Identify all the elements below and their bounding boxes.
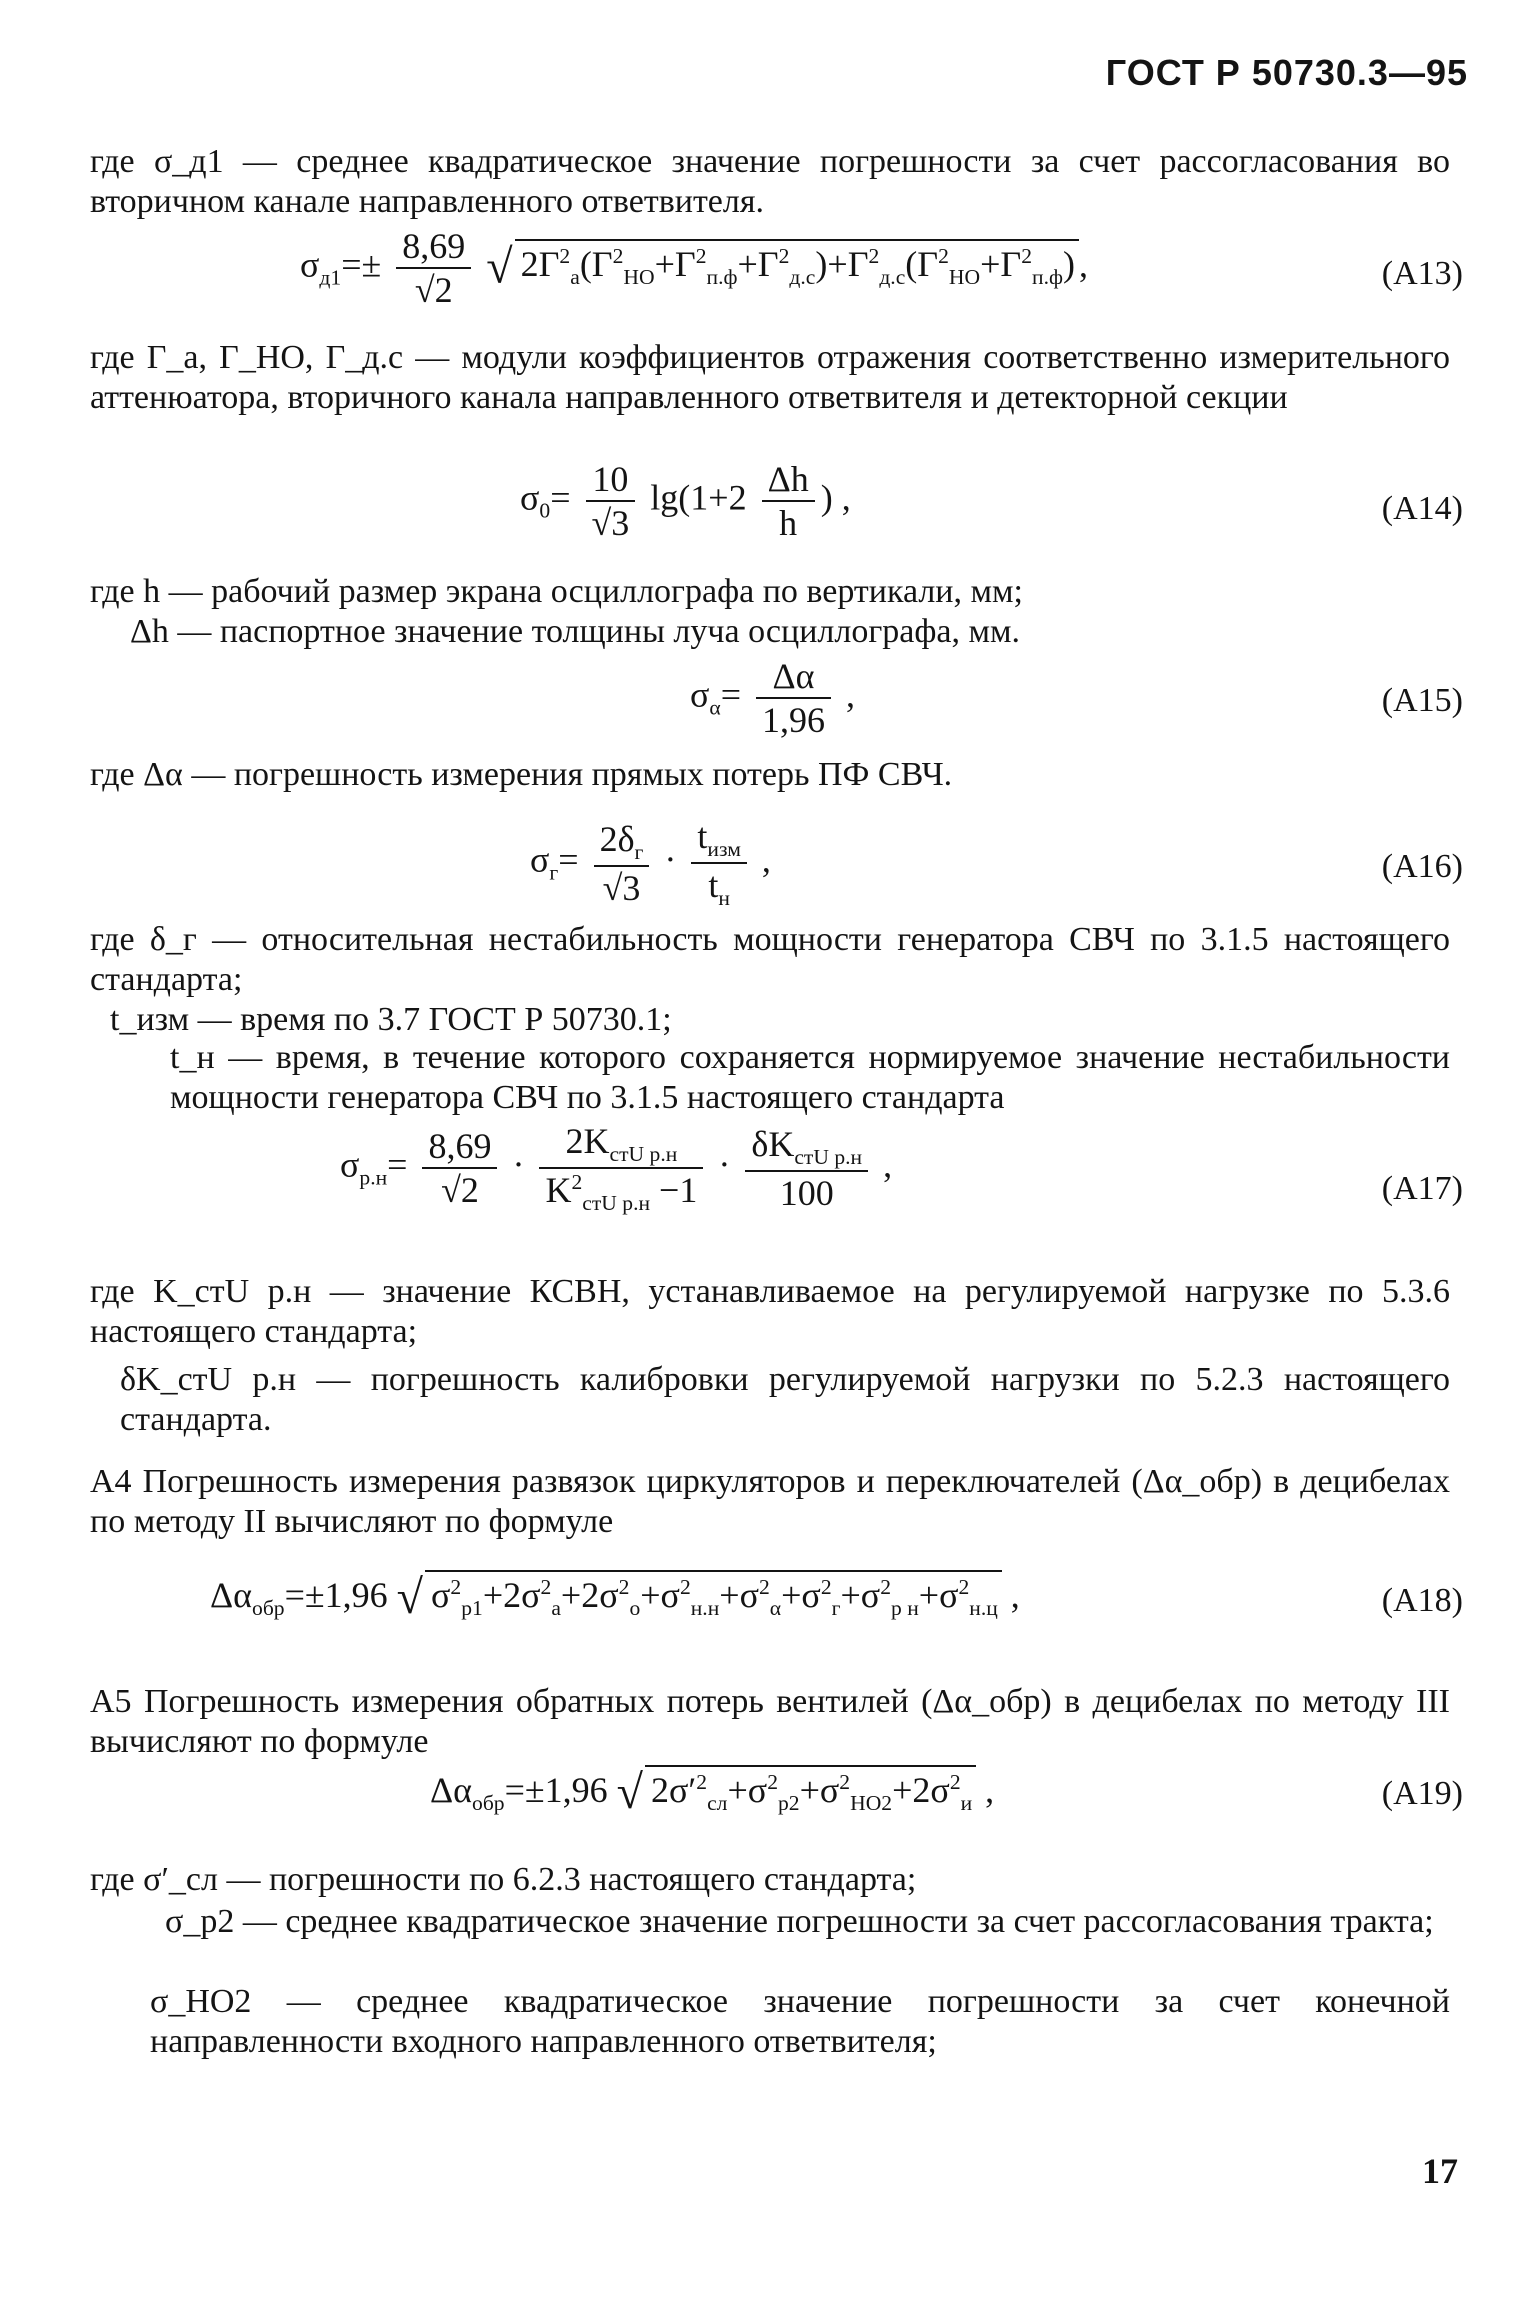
formula-a13: $\sigma_{д1}=\pm$ $\frac{8,69}{√2}$ √ $2Г^2_а(Г^2_{НО}+Г^2_{п.ф}+Г^2_{д.с})+Г^2_{д.с}(Г^2_{НО}+Г^2_{п.ф})$ , <box>300 226 1088 310</box>
definition-sigma-no2: σ_НО2 — среднее квадратическое значение погрешности за счет конечной направленности входного направленного ответвителя; <box>150 1983 1450 2060</box>
equation-label-a18: (А18) <box>1381 1582 1463 1619</box>
paragraph-sigma-d1: где σ_д1 — среднее квадратическое значение погрешности за счет рассогласования во вторичном канале направленного ответвителя. <box>90 143 1450 220</box>
equation-label-a19: (А19) <box>1381 1775 1463 1812</box>
formula-a16: $\sigma_г=$ $\frac{2\delta_г}{√3}$ · $\frac{t_{изм}}{t_н}$ , <box>530 816 771 911</box>
formula-a18: $\Delta\alpha_{обр}=\pm 1,96$ √ $\sigma^2_{р1}+2\sigma^2_а+2\sigma^2_о+\sigma^2_{н.н}+\sigma^2_\alpha+\sigma^2_г+\sigma^2_{р н}+\sigma^2_{н.ц}$ , <box>210 1571 1020 1624</box>
paragraph-a5: А5 Погрешность измерения обратных потерь вентилей (Δα_обр) в децибелах по методу III вычисляют по формуле <box>90 1683 1450 1760</box>
paragraph-gamma-defs: где Г_а, Г_НО, Г_д.с — модули коэффициентов отражения соответственно измерительного аттенюатора, вторичного канала направленного ответвителя и детекторной секции <box>90 339 1450 416</box>
page-number: 17 <box>1422 2151 1458 2191</box>
formula-a15: $\sigma_\alpha=$ $\frac{\Delta\alpha}{1,96}$ , <box>690 656 856 740</box>
document-header: ГОСТ Р 50730.3—95 <box>1105 52 1468 93</box>
definition-t-izm: t_изм — время по 3.7 ГОСТ Р 50730.1; <box>110 1001 672 1038</box>
formula-a19: $\Delta\alpha_{обр}=\pm 1,96$ √ $2\sigma'^2_{сл}+\sigma^2_{р2}+\sigma^2_{НО2}+2\sigma^2_и$ , <box>430 1766 995 1819</box>
equation-label-a15: (А15) <box>1381 682 1463 719</box>
definition-delta-alpha: где Δα — погрешность измерения прямых потерь ПФ СВЧ. <box>90 756 953 793</box>
equation-label-a14: (А14) <box>1381 490 1463 527</box>
definition-k-st: где K_стU р.н — значение КСВН, устанавливаемое на регулируемой нагрузке по 5.3.6 настоящего стандарта; <box>90 1273 1450 1350</box>
definition-sigma-p2: σ_р2 — среднее квадратическое значение погрешности за счет рассогласования тракта; <box>165 1903 1434 1940</box>
formula-a17: $\sigma_{р.н}=$ $\frac{8,69}{√2}$ · $\frac{2K_{стU р.н}}{K^2_{стU р.н} -1}$ · $\frac{\delta K_{стU р.н}}{100}$ , <box>340 1121 893 1216</box>
definition-sigma-sl: где σ′_сл — погрешности по 6.2.3 настоящего стандарта; <box>90 1861 917 1898</box>
paragraph-a4: А4 Погрешность измерения развязок циркуляторов и переключателей (Δα_обр) в децибелах по методу II вычисляют по формуле <box>90 1463 1450 1540</box>
definition-t-n: t_н — время, в течение которого сохраняется нормируемое значение нестабильности мощности генератора СВЧ по 3.1.5 настоящего стандарта <box>170 1039 1450 1116</box>
equation-label-a16: (А16) <box>1381 848 1463 885</box>
definition-delta-k-st: δK_стU р.н — погрешность калибровки регулируемой нагрузки по 5.2.3 настоящего стандарта. <box>120 1361 1450 1438</box>
formula-a14: $\sigma_0=$ $\frac{10}{√3}$ lg(1+2 $\frac{\Delta h}{h}$ ) , <box>520 459 851 543</box>
equation-label-a13: (А13) <box>1381 255 1463 292</box>
definition-delta-g: где δ_г — относительная нестабильность мощности генератора СВЧ по 3.1.5 настоящего стандарта; <box>90 921 1450 998</box>
definition-h: где h — рабочий размер экрана осциллографа по вертикали, мм; <box>90 573 1023 610</box>
equation-label-a17: (А17) <box>1381 1170 1463 1207</box>
definition-delta-h: Δh — паспортное значение толщины луча осциллографа, мм. <box>130 613 1021 650</box>
